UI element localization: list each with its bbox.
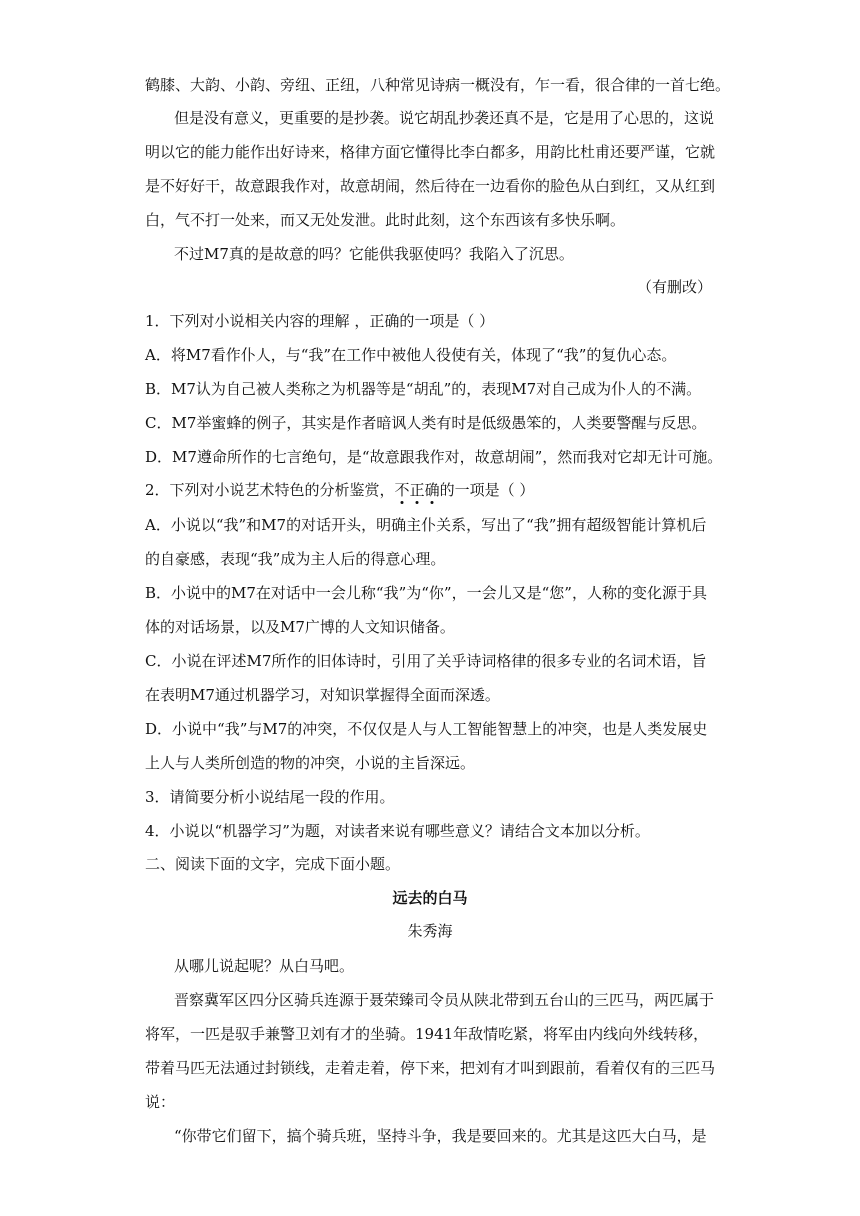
- question-2: [145, 479, 534, 500]
- option-c-line1: C．小说在评述M7所作的旧体诗时，引用了关乎诗词格律的很多专业的名词术语，旨: [145, 652, 707, 670]
- option-a-line2: 的自豪感，表现“我”成为主人后的得意心理。: [145, 550, 446, 568]
- option-a: A．将M7看作仆人，与“我”在工作中被他人役使有关，体现了“我”的复仇心态。: [145, 346, 677, 364]
- paragraph-line: 是不好好干，故意跟我作对，故意胡闹，然后待在一边看你的脸色从白到红，又从红到: [145, 177, 716, 195]
- emphasis-text: [395, 481, 440, 499]
- question-2-prefix: 2．下列对小说艺术特色的分析鉴赏，: [145, 481, 395, 499]
- article-author: 朱秀海: [407, 922, 453, 940]
- emphasis-char: 确: [424, 481, 440, 499]
- paragraph-line: 鹤膝、大韵、小韵、旁纽、正纽，八种常见诗病一概没有，乍一看，很合律的一首七绝。: [145, 76, 731, 94]
- option-c-line2: 在表明M7通过机器学习，对知识掌握得全面而深透。: [145, 686, 500, 704]
- question-4: 4．小说以“机器学习”为题，对读者来说有哪些意义？请结合文本加以分析。: [145, 822, 650, 840]
- emphasis-char: 正: [409, 481, 425, 499]
- paragraph-line: 晋察冀军区四分区骑兵连源于聂荣臻司令员从陕北带到五台山的三匹马，两匹属于: [174, 991, 715, 1009]
- option-a-line1: A．小说以“我”和M7的对话开头，明确主仆关系，写出了“我”拥有超级智能计算机后: [145, 516, 707, 534]
- paragraph-line: 明以它的能力能作出好诗来，格律方面它懂得比李白都多，用韵比杜甫还要严谨，它就: [145, 143, 716, 161]
- option-d: D．M7遵命所作的七言绝句，是“故意跟我作对，故意胡闹”，然而我对它却无计可施。: [145, 448, 723, 466]
- section-heading: 二、阅读下面的文字，完成下面小题。: [145, 855, 401, 873]
- paragraph-line: 将军，一匹是驭手兼警卫刘有才的坐骑。1941年敌情吃紧，将军由内线向外线转移，: [145, 1025, 709, 1043]
- emphasis-char: 不: [394, 481, 410, 499]
- option-d-line2: 上人与人类所创造的物的冲突，小说的主旨深远。: [145, 754, 476, 772]
- option-c: C．M7举蜜蜂的例子，其实是作者暗讽人类有时是低级愚笨的，人类要警醒与反思。: [145, 414, 707, 432]
- question-3: 3．请简要分析小说结尾一段的作用。: [145, 788, 395, 806]
- paragraph-line: 带着马匹无法通过封锁线，走着走着，停下来，把刘有才叫到跟前，看着仅有的三匹马: [145, 1059, 716, 1077]
- paragraph-line: 不过M7真的是故意的吗？它能供我驱使吗？我陷入了沉思。: [174, 245, 574, 263]
- paragraph-line: “你带它们留下，搞个骑兵班，坚持斗争，我是要回来的。尤其是这匹大白马，是: [174, 1127, 707, 1145]
- option-b: B．M7认为自己被人类称之为机器等是“胡乱”的，表现M7对自己成为仆人的不满。: [145, 380, 702, 398]
- paragraph-line: 但是没有意义，更重要的是抄袭。说它胡乱抄袭还真不是，它是用了心思的，这说: [174, 109, 715, 127]
- question-1: 1．下列对小说相关内容的理解 ，正确的一项是（ ）: [145, 312, 495, 330]
- question-2-suffix: 的一项是（ ）: [439, 481, 535, 499]
- article-title: 远去的白马: [392, 889, 468, 907]
- source-note: （有删改）: [636, 278, 712, 296]
- option-b-line1: B．小说中的M7在对话中一会儿称“我”为“你”，一会儿又是“您”，人称的变化源于具: [145, 584, 707, 602]
- option-d-line1: D．小说中“我”与M7的冲突，不仅仅是人与人工智能智慧上的冲突，也是人类发展史: [145, 720, 708, 738]
- paragraph-line: 从哪儿说起呢？从白马吧。: [174, 957, 355, 975]
- paragraph-line: 说：: [145, 1093, 176, 1111]
- paragraph-line: 白，气不打一处来，而又无处发泄。此时此刻，这个东西该有多快乐啊。: [145, 211, 626, 229]
- option-b-line2: 体的对话场景，以及M7广博的人文知识储备。: [145, 618, 455, 636]
